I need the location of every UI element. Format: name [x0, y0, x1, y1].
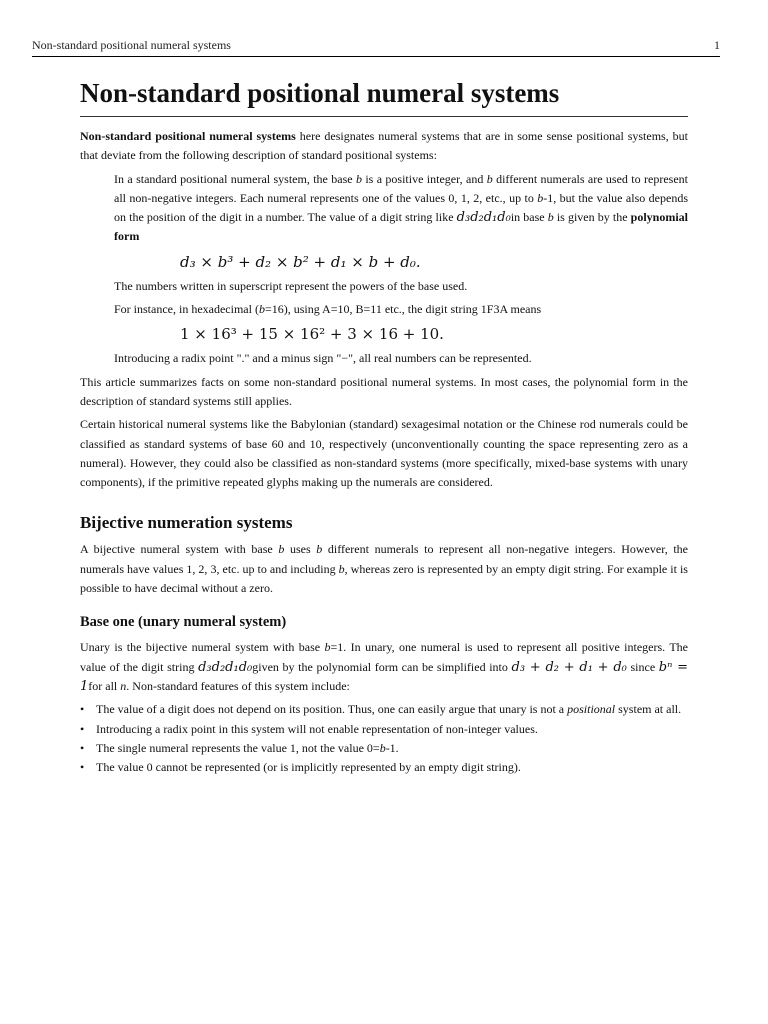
running-header	[32, 38, 720, 57]
text-run: different numerals are used to represent all non-negative integers. Each numeral represents one of the values 0, 1, 2, etc., up to	[114, 171, 688, 205]
text-run: -1, but the value also depends on the position of the digit in a number. The value of a digit string like	[114, 190, 688, 225]
formula-hex-example: 1 × 16³ + 15 × 16² + 3 × 16 + 10.	[180, 325, 444, 344]
intro-text: here designates numeral systems that are in some sense positional systems, but that deviate from the following description of standard positional systems:	[80, 129, 688, 163]
text-run: is a positive integer, and	[361, 171, 487, 186]
summary-paragraph: This article summarizes facts on some non-standard positional numeral systems. In most cases, the polynomial form in the description of standard systems still applies.	[80, 374, 688, 408]
var-b: b	[537, 190, 544, 205]
inline-math-digit-string: d₃d₂d₁d₀	[198, 659, 253, 675]
var-b: b	[547, 210, 554, 225]
text-run: The value of a digit does not depend on its position. Thus, one can easily argue that unary is not a	[96, 702, 568, 717]
text-run: given by the polynomial form can be simplified into	[252, 659, 512, 674]
list-item: • The value 0 cannot be represented (or is implicitly represented by an empty digit string).	[80, 758, 688, 777]
text-run: for all	[88, 678, 121, 693]
var-b: b	[486, 171, 493, 186]
text-run: -1.	[385, 740, 399, 755]
var-b: b	[316, 542, 323, 557]
polynomial-form-term: polynomial form	[114, 210, 689, 244]
text-run: A bijective numeral system with base	[80, 542, 279, 557]
text-run: uses	[284, 542, 317, 557]
list-item: • Introducing a radix point in this system will not enable representation of non-integer values.	[80, 720, 688, 739]
quote-paragraph-4: Introducing a radix point "." and a minus sign "−", all real numbers can be represented.	[114, 351, 532, 366]
page-title: Non-standard positional numeral systems	[80, 76, 688, 117]
text-run: =1. In unary, one numeral is used to represent all positive integers. The value of the digit string	[80, 640, 688, 674]
article-body	[80, 76, 688, 777]
inline-math-digit-string: d₃d₂d₁d₀	[456, 210, 511, 226]
var-b: b	[324, 640, 331, 655]
var-b: b	[258, 302, 265, 317]
text-run: . Non-standard features of this system include:	[126, 678, 350, 693]
text-run: In a standard positional numeral system, the base	[114, 171, 356, 186]
intro-paragraph	[80, 127, 688, 166]
text-run: =16), using A=10, B=11 etc., the digit string 1F3A means	[264, 302, 542, 317]
text-run: The single numeral represents the value 1, not the value 0=	[96, 740, 380, 755]
inline-math-power: bⁿ = 1	[80, 659, 689, 694]
historical-paragraph: Certain historical numeral systems like the Babylonian (standard) sexagesimal notation or the Chinese rod numerals could be classified as standard systems of base 60 and 10, respectively (unconventionally counting the space representing zero as a numeral). However, they could also be classified as non-standard systems (more specifically, mixed-base systems with unary components), if the primitive repeated glyphs making up the numerals are considered.	[80, 417, 688, 490]
section-heading-unary: Base one (unary numeral system)	[80, 614, 287, 631]
unary-paragraph	[80, 638, 688, 696]
text-run: different numerals to represent all non-negative integers. However, the numerals have values 1, 2, 3, etc. up to and including	[80, 542, 688, 576]
unary-features-list	[80, 700, 688, 777]
bijective-paragraph	[80, 540, 688, 598]
quote-paragraph-3	[114, 300, 688, 319]
section-heading-bijective: Bijective numeration systems	[80, 513, 293, 533]
var-b: b	[379, 740, 386, 755]
var-b: b	[278, 542, 285, 557]
emphasis: positional	[567, 702, 616, 717]
page-number: 1	[714, 38, 720, 52]
var-b: b	[338, 561, 345, 576]
list-item	[80, 739, 688, 758]
intro-bold-lead: Non-standard positional numeral systems	[80, 129, 296, 143]
quote-paragraph-1	[114, 170, 688, 247]
definition-quote	[114, 170, 688, 369]
text-run: since	[626, 659, 659, 674]
var-b: b	[355, 171, 362, 186]
inline-math-sum: d₃ + d₂ + d₁ + d₀	[511, 659, 627, 675]
list-item	[80, 700, 688, 719]
text-run: is given by the	[553, 210, 631, 225]
text-run: in base	[510, 210, 548, 225]
text-run: system at all.	[615, 702, 682, 717]
running-title: Non-standard positional numeral systems	[32, 38, 231, 52]
quote-paragraph-2: The numbers written in superscript represent the powers of the base used.	[114, 278, 468, 293]
text-run: , whereas zero is represented by an empty digit string. For example it is possible to have decimal without a zero.	[80, 561, 688, 596]
text-run: Unary is the bijective numeral system with base	[80, 640, 325, 655]
var-n: n	[120, 678, 127, 693]
formula-polynomial: d₃ × b³ + d₂ × b² + d₁ × b + d₀.	[180, 252, 421, 271]
text-run: For instance, in hexadecimal (	[114, 302, 259, 317]
